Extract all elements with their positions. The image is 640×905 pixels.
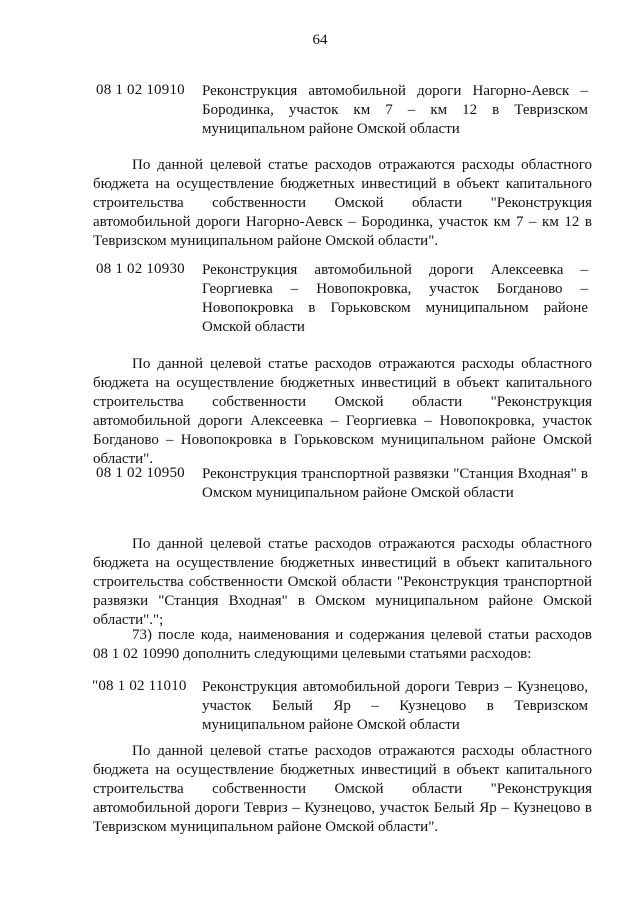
item-title: Реконструкция автомобильной дороги Тевриз – Кузнецово, участок Белый Яр – Кузнецово в Тевризском муниципальном районе Омской области [202,679,588,733]
item-description: По данной целевой статье расходов отражаются расходы областного бюджета на осуществление бюджетных инвестиций в объект капитального строительства собственности Омской области "Реконструкция автомобильной дороги Алексеевка – Георгиевка – Новопокровка, участок Богданово – Новопокровка в Горьковском муниципальном районе Омской области". [93,356,592,467]
budget-item-10930 [96,261,596,337]
item-description: По данной целевой статье расходов отражаются расходы областного бюджета на осуществление бюджетных инвестиций в объект капитального строительства собственности Омской области "Реконструкция автомобильной дороги Тевриз – Кузнецово, участок Белый Яр – Кузнецово в Тевризском муниципальном районе Омской области". [93,743,592,835]
amendment-paragraph: 73) после кода, наименования и содержания целевой статьи расходов 08 1 02 10990 дополнить следующими целевыми статьями расходов: [93,627,592,662]
page-number: 64 [312,32,328,48]
item-description: По данной целевой статье расходов отражаются расходы областного бюджета на осуществление бюджетных инвестиций в объект капитального строительства собственности Омской области "Реконструкция автомобильной дороги Нагорно-Аевск – Бородинка, участок км 7 – км 12 в Тевризском муниципальном районе Омской области". [93,157,592,249]
item-code: 08 1 02 10950 [96,465,185,481]
item-title: Реконструкция автомобильной дороги Нагорно-Аевск – Бородинка, участок км 7 – км 12 в Тевризском муниципальном районе Омской области [202,83,588,137]
item-description: По данной целевой статье расходов отражаются расходы областного бюджета на осуществление бюджетных инвестиций в объект капитального строительства собственности Омской области "Реконструкция транспортной развязки "Станция Входная" в Омском муниципальном районе Омской области"."; [93,536,592,628]
budget-item-11010 [92,678,592,735]
budget-item-10950 [96,465,596,503]
item-code: 08 1 02 10930 [96,261,185,277]
budget-item-10910 [96,82,596,139]
item-title: Реконструкция транспортной развязки "Станция Входная" в Омском муниципальном районе Омской области [202,466,588,501]
item-code: 08 1 02 10910 [96,82,185,98]
item-title: Реконструкция автомобильной дороги Алексеевка – Георгиевка – Новопокровка, участок Богданово – Новопокровка в Горьковском муниципальном районе Омской области [202,262,588,335]
item-code: "08 1 02 11010 [92,678,187,694]
